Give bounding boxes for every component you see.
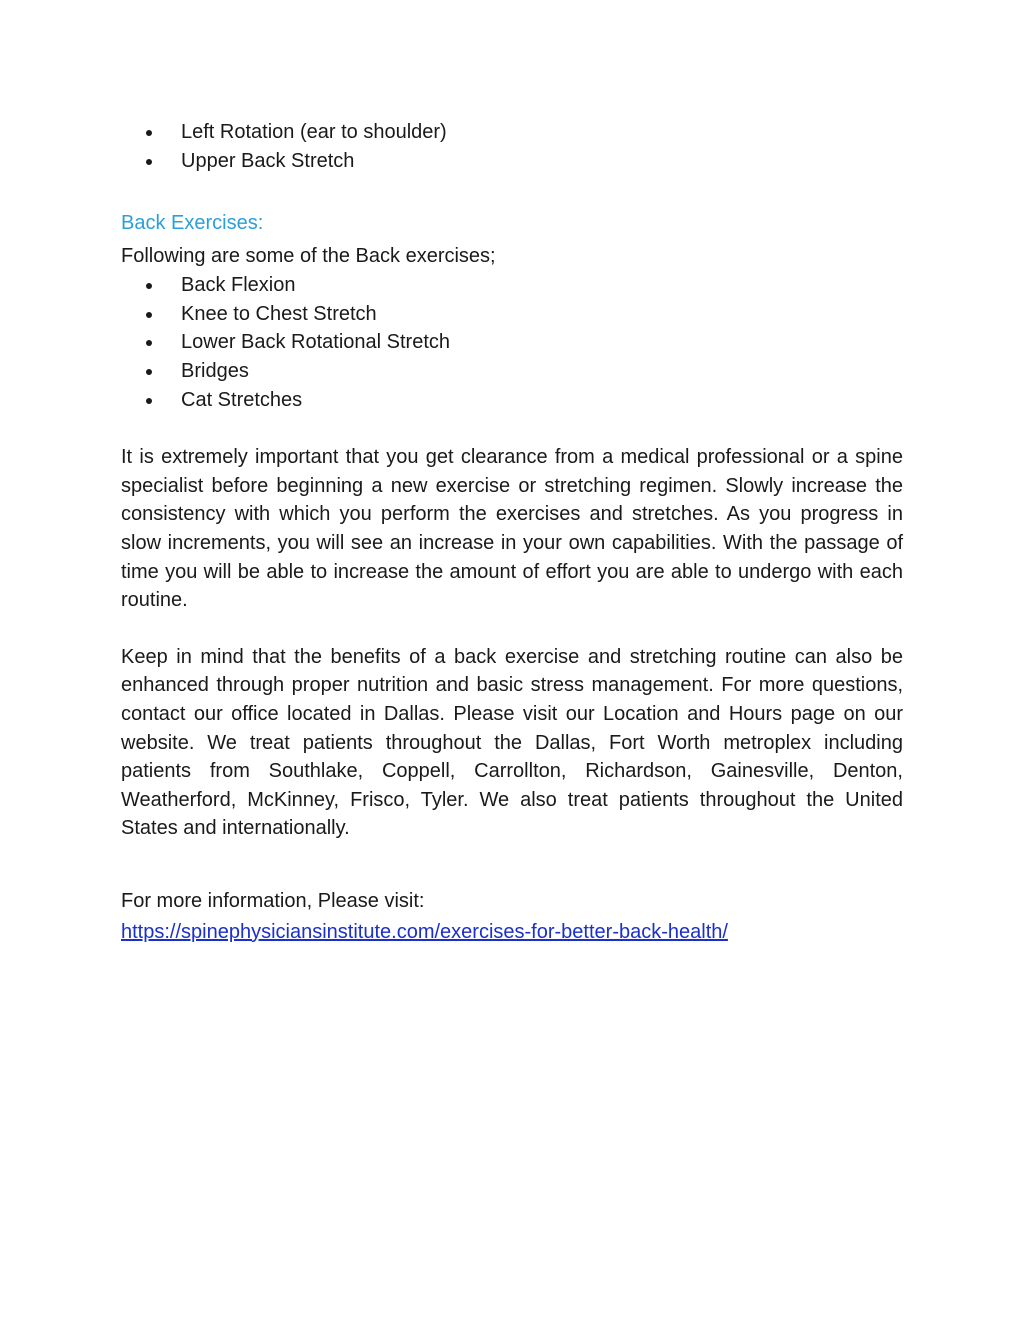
back-exercise-list	[121, 271, 903, 414]
list-item	[121, 271, 903, 300]
bullet-icon	[146, 340, 152, 346]
list-item-label: Back Flexion	[181, 274, 296, 297]
neck-stretch-list	[121, 118, 903, 175]
list-item-label: Cat Stretches	[181, 388, 303, 411]
list-item-label: Left Rotation (ear to shoulder)	[181, 121, 447, 143]
bullet-icon	[146, 312, 152, 318]
list-item	[121, 357, 903, 386]
list-item-label: Upper Back Stretch	[181, 149, 355, 172]
website-link[interactable]: https://spinephysiciansinstitute.com/exercises-for-better-back-health/	[121, 920, 728, 943]
list-item	[121, 147, 903, 176]
list-item	[121, 118, 903, 147]
bullet-icon	[146, 283, 152, 289]
list-item-label: Lower Back Rotational Stretch	[181, 331, 451, 354]
clearance-paragraph: It is extremely important that you get clearance from a medical professional or a spine specialist before beginning a new exercise or stretching regimen. Slowly increase the consistency with which you perform the exercises and stretches. As you progress in slow increments, you will see an increase in your own capabilities. With the passage of time you will be able to increase the amount of effort you are able to undergo with each routine.	[121, 446, 903, 612]
list-item-label: Bridges	[181, 359, 249, 382]
document-page	[121, 118, 903, 947]
section-intro: Following are some of the Back exercises;	[121, 245, 496, 268]
more-info-text: For more information, Please visit:	[121, 889, 425, 912]
bullet-icon	[146, 398, 152, 404]
list-item	[121, 386, 903, 415]
list-item	[121, 328, 903, 357]
bullet-icon	[146, 159, 152, 165]
list-item	[121, 300, 903, 329]
bullet-icon	[146, 369, 152, 375]
section-heading: Back Exercises:	[121, 212, 264, 235]
benefits-paragraph: Keep in mind that the benefits of a back exercise and stretching routine can also be enhanced through proper nutrition and basic stress management. For more questions, contact our office located in Dallas. Please visit our Location and Hours page on our website. We treat patients throughout the Dallas, Fort Worth metroplex including patients from Southlake, Coppell, Carrollton, Richardson, Gainesville, Denton, Weatherford, McKinney, Frisco, Tyler. We also treat patients throughout the United States and internationally.	[121, 645, 903, 840]
list-item-label: Knee to Chest Stretch	[181, 302, 377, 325]
bullet-icon	[146, 130, 152, 136]
